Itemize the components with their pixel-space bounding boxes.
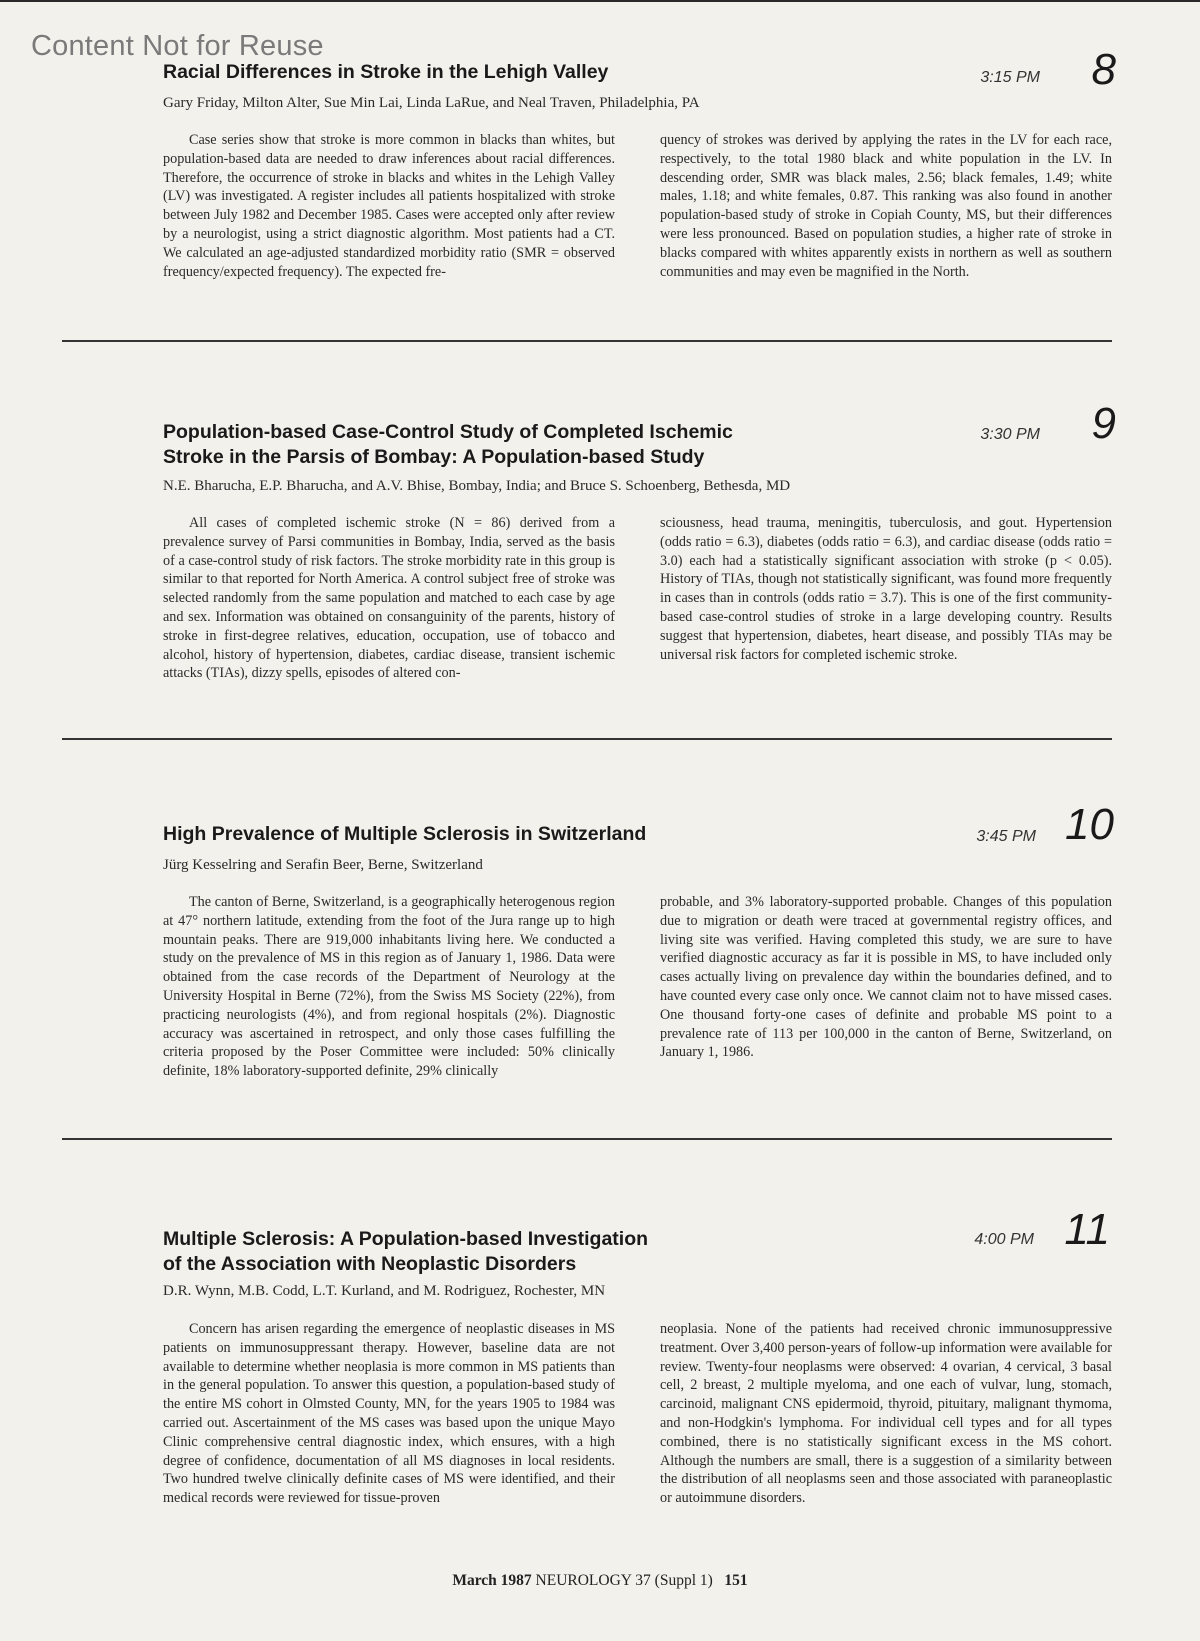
section-divider <box>62 738 1112 740</box>
abstract-authors: N.E. Bharucha, E.P. Bharucha, and A.V. Bhise, Bombay, India; and Bruce S. Schoenberg, Bethesda, MD <box>163 478 791 494</box>
abstract-time: 3:30 PM <box>980 426 1040 443</box>
abstract-body-left: Concern has arisen regarding the emergence of neoplastic diseases in MS patients on immunosuppressant therapy. However, baseline data are not available to determine whether neoplasia is more common in MS patients than in the general population. To answer this question, a population-based study of the entire MS cohort in Olmsted County, MN, for the years 1905 to 1984 was carried out. Ascertainment of the MS cases was based upon the unique Mayo Clinic comprehensive central diagnostic index, which ensures, with a high degree of confidence, documentation of all MS diagnoses in local residents. Two hundred twelve clinically definite cases of MS were identified, and their medical records were reviewed for tissue-proven <box>163 1321 615 1507</box>
abstract-title: Racial Differences in Stroke in the Lehigh Valley <box>163 61 609 83</box>
abstract-body-right: sciousness, head trauma, meningitis, tuberculosis, and gout. Hypertension (odds ratio = 6.3), diabetes (odds ratio = 6.3), and cardiac disease (odds ratio = 3.0) each had a statistically significant association with stroke (p < 0.05). History of TIAs, though not statistically significant, was found more frequently in cases than in controls (odds ratio = 3.7). This is one of the first community-based case-control studies of stroke in a large developing country. Results suggest that hypertension, diabetes, heart disease, and possibly TIAs may be universal risk factors for completed ischemic stroke. <box>660 515 1112 663</box>
abstract-body-left: The canton of Berne, Switzerland, is a geographically heterogenous region at 47° northern latitude, extending from the foot of the Jura range up to high mountain peaks. There are 919,000 inhabitants living here. We conducted a study on the prevalence of MS in this region as of January 1, 1986. Data were obtained from the case records of the Department of Neurology at the University Hospital in Berne (72%), from the Swiss MS Society (22%), from practicing neurologists (4%), and from regional hospitals (2%). Diagnostic accuracy was ascertained in retrospect, and only those cases fulfilling the criteria proposed by the Poser Committee were included: 50% clinically definite, 18% laboratory-supported definite, 29% clinically <box>163 894 615 1080</box>
footer-page-number: 151 <box>724 1572 748 1589</box>
abstract-authors: Gary Friday, Milton Alter, Sue Min Lai, Linda LaRue, and Neal Traven, Philadelphia, PA <box>163 95 700 111</box>
abstract-title: High Prevalence of Multiple Sclerosis in Switzerland <box>163 823 647 845</box>
abstract-authors: Jürg Kesselring and Serafin Beer, Berne, Switzerland <box>163 857 483 873</box>
top-border <box>0 0 1200 2</box>
section-divider <box>62 1138 1112 1140</box>
abstract-time: 3:15 PM <box>980 69 1040 86</box>
abstract-body-left: All cases of completed ischemic stroke (N = 86) derived from a prevalence survey of Parsi communities in Bombay, India, served as the basis of a case-control study of risk factors. The stroke morbidity rate in this group is similar to that reported for North America. A control subject free of stroke was selected randomly from the same population and matched to each case by age and sex. Information was obtained on consanguinity of the parents, history of stroke in first-degree relatives, education, occupation, use of tobacco and alcohol, history of hypertension, diabetes, cardiac disease, transient ischemic attacks (TIAs), dizzy spells, episodes of altered con- <box>163 515 615 682</box>
abstract-body-right: probable, and 3% laboratory-supported probable. Changes of this population due to migration or death were traced at governmental registry offices, and living site was verified. Having completed this study, we are sure to have verified diagnostic accuracy as far it is possible in MS, to have included only cases actually living on prevalence day within the boundaries defined, and to have counted every case only once. We cannot claim not to have missed cases. One thousand forty-one cases of definite and probable MS point to a prevalence rate of 113 per 100,000 in the canton of Berne, Switzerland, on January 1, 1986. <box>660 894 1112 1061</box>
section-divider <box>62 340 1112 342</box>
page-footer <box>0 1572 1200 1590</box>
abstract-time: 4:00 PM <box>974 1231 1034 1248</box>
footer-date: March 1987 <box>452 1572 532 1589</box>
footer-journal: NEUROLOGY 37 (Suppl 1) <box>535 1572 713 1589</box>
abstract-body-right: quency of strokes was derived by applying the rates in the LV for each race, respectively, to the total 1980 black and white population in the LV. In descending order, SMR was black males, 2.56; black females, 1.49; white males, 1.18; and white females, 0.87. This ranking was also found in another population-based study of stroke in Copiah County, MS, but their differences were less pronounced. Based on population studies, a higher rate of stroke in blacks compared with whites apparently exists in northern as well as southern communities and may even be magnified in the North. <box>660 132 1112 280</box>
abstract-title: Population-based Case-Control Study of Completed Ischemic Stroke in the Parsis of Bombay: A Population-based Study <box>163 421 733 468</box>
abstract-body-right: neoplasia. None of the patients had received chronic immunosuppressive treatment. Over 3,400 person-years of follow-up information were available for review. Twenty-four neoplasms were observed: 4 ovarian, 4 cervical, 3 basal cell, 2 breast, 2 multiple myeloma, and one each of vulvar, lung, stomach, carcinoid, malignant CNS epidermoid, thyroid, pituitary, malignant thymoma, and non-Hodgkin's lymphoma. For individual cell types and for all types combined, there is no statistically significant excess in the MS cohort. Although the numbers are small, there is a suggestion of a similarity between the distribution of all neoplasms seen and those associated with paraneoplastic or autoimmune disorders. <box>660 1321 1112 1507</box>
abstract-number: 11 <box>1064 1205 1110 1254</box>
abstract-number: 10 <box>1065 800 1114 849</box>
abstract-title: Multiple Sclerosis: A Population-based Investigation of the Association with Neoplastic Disorders <box>163 1228 649 1275</box>
abstract-authors: D.R. Wynn, M.B. Codd, L.T. Kurland, and M. Rodriguez, Rochester, MN <box>163 1283 606 1299</box>
watermark: Content Not for Reuse <box>31 30 324 62</box>
abstract-body-left: Case series show that stroke is more common in blacks than whites, but population-based data are needed to draw inferences about racial differences. Therefore, the occurrence of stroke in blacks and whites in the Lehigh Valley (LV) was investigated. A register includes all patients hospitalized with stroke between July 1982 and December 1985. Cases were accepted only after review by a neurologist, using a strict diagnostic algorithm. Most patients had a CT. We calculated an age-adjusted standardized morbidity ratio (SMR = observed frequency/expected frequency). The expected fre- <box>163 132 615 280</box>
abstract-time: 3:45 PM <box>976 828 1036 845</box>
abstract-number: 9 <box>1091 399 1116 448</box>
abstract-number: 8 <box>1091 45 1116 94</box>
